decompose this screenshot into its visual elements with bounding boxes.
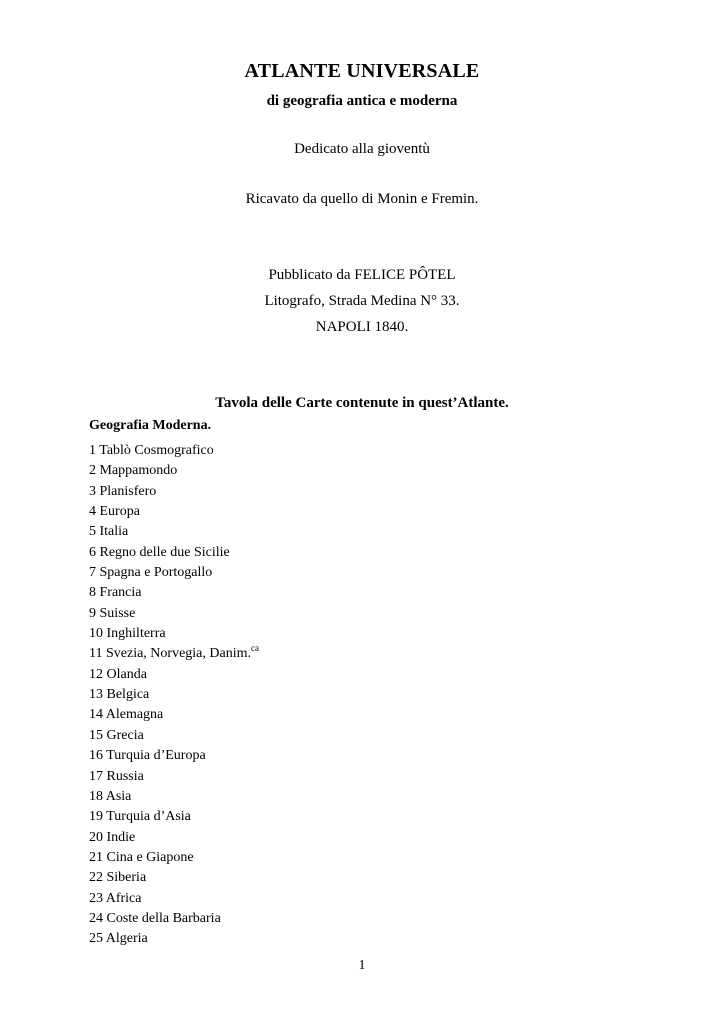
toc-entry-text: 2 Mappamondo [89, 463, 178, 479]
toc-entry [89, 848, 259, 868]
toc-entry-text: 18 Asia [89, 788, 132, 804]
toc-entry-text: 19 Turquia d’Asia [89, 809, 191, 825]
toc-entry-text: 17 Russia [89, 768, 144, 784]
dedication-line: Dedicato alla gioventù [294, 141, 430, 157]
toc-entry [89, 705, 259, 725]
toc-entry [89, 604, 259, 624]
toc-entry [89, 787, 259, 807]
toc-entry [89, 685, 259, 705]
toc-entry [89, 807, 259, 827]
toc-entry-text: 12 Olanda [89, 666, 147, 682]
toc-entry [89, 726, 259, 746]
toc-entry-text: 8 Francia [89, 585, 142, 601]
toc-entry [89, 889, 259, 909]
toc-entry-text: 6 Regno delle due Sicilie [89, 544, 230, 560]
toc-entry [89, 644, 259, 664]
address-line: Litografo, Strada Medina N° 33. [264, 293, 460, 309]
toc-entry [89, 746, 259, 766]
atlas-title: ATLANTE UNIVERSALE [244, 60, 480, 82]
toc-entry-text: 5 Italia [89, 524, 129, 540]
toc-entry [89, 929, 259, 949]
atlas-subtitle: di geografia antica e moderna [266, 93, 458, 109]
toc-entry [89, 767, 259, 787]
toc-entry-text: 20 Indie [89, 829, 136, 845]
toc-list [89, 441, 259, 950]
toc-entry [89, 624, 259, 644]
source-line: Ricavato da quello di Monin e Fremin. [245, 191, 479, 207]
toc-entry [89, 868, 259, 888]
toc-entry [89, 461, 259, 481]
toc-title: Tavola delle Carte contenute in quest’Atlante. [215, 395, 509, 411]
toc-entry [89, 441, 259, 461]
toc-entry [89, 502, 259, 522]
toc-entry-text: 14 Alemagna [89, 707, 164, 723]
toc-entry-text: 7 Spagna e Portogallo [89, 565, 213, 581]
toc-entry [89, 522, 259, 542]
toc-entry-text: 10 Inghilterra [89, 626, 166, 642]
toc-entry [89, 909, 259, 929]
toc-entry [89, 543, 259, 563]
toc-entry-text: 9 Suisse [89, 605, 136, 621]
toc-entry-superscript: ca [251, 643, 259, 654]
toc-entry-text: 3 Planisfero [89, 483, 157, 499]
toc-entry-text: 21 Cina e Giapone [89, 849, 194, 865]
toc-entry-text: 4 Europa [89, 504, 140, 520]
toc-entry [89, 828, 259, 848]
toc-entry-text: 22 Siberia [89, 870, 147, 886]
toc-entry [89, 563, 259, 583]
toc-entry-text: 15 Grecia [89, 727, 144, 743]
city-year-line: NAPOLI 1840. [315, 319, 409, 335]
toc-entry [89, 665, 259, 685]
toc-entry-text: 23 Africa [89, 890, 142, 906]
toc-entry [89, 583, 259, 603]
section-heading: Geografia Moderna. [89, 418, 212, 433]
toc-entry-text: 24 Coste della Barbaria [89, 910, 221, 926]
publisher-line: Pubblicato da FELICE PÔTEL [268, 267, 456, 283]
toc-entry-text: 13 Belgica [89, 687, 150, 703]
toc-entry-text: 1 Tablò Cosmografico [89, 443, 214, 458]
toc-entry-text: 11 Svezia, Norvegia, Danim. [89, 646, 251, 662]
toc-entry-text: 25 Algeria [89, 931, 148, 947]
toc-entry [89, 482, 259, 502]
page-number: 1 [358, 958, 366, 973]
toc-entry-text: 16 Turquia d’Europa [89, 748, 206, 764]
